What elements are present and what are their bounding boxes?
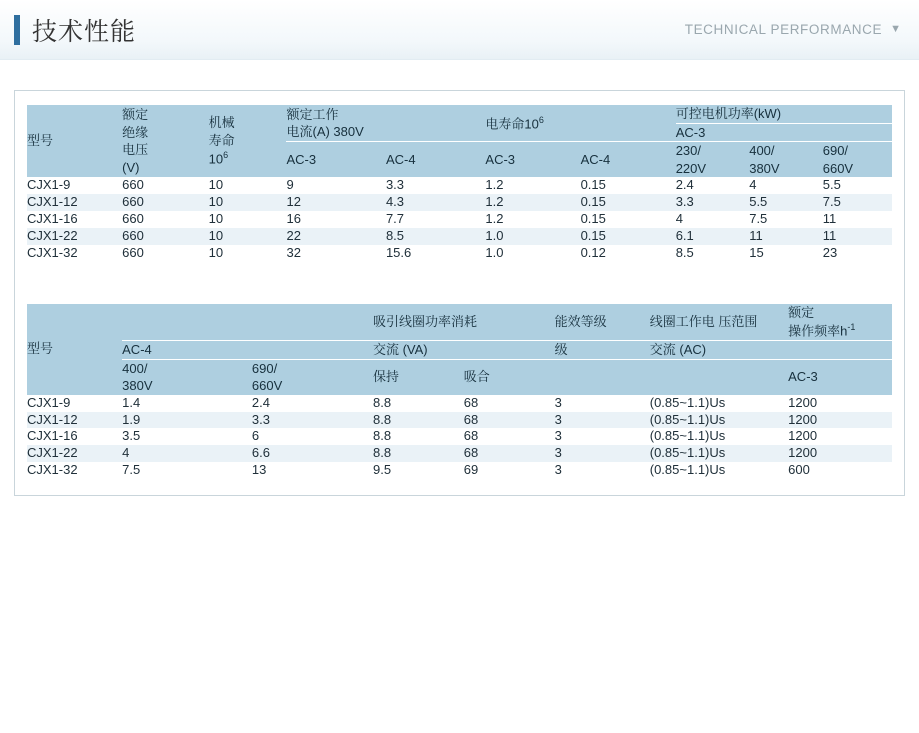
cell-pickup: 68 bbox=[464, 395, 555, 412]
th-ac4-690-line1: 690/ bbox=[251, 360, 278, 376]
th-mech-unit: $10^6$ bbox=[208, 150, 229, 167]
table-row bbox=[27, 211, 892, 228]
cell-current-ac3: 16 bbox=[286, 211, 385, 228]
table-row bbox=[27, 462, 892, 479]
cell-model: CJX1-9 bbox=[27, 177, 122, 194]
cell-pickup: 68 bbox=[464, 445, 555, 462]
cell-ac4-690: 3.3 bbox=[252, 412, 373, 429]
cell-ac4-400: 7.5 bbox=[122, 462, 252, 479]
th-electrical-life-sup: 6 bbox=[538, 114, 544, 125]
cell-life-ac4: 0.15 bbox=[581, 194, 676, 211]
th-uiv-line2: 绝缘 bbox=[122, 124, 149, 140]
cell-power-400: 5.5 bbox=[749, 194, 823, 211]
cell-life-ac3: 1.2 bbox=[485, 194, 580, 211]
cell-model: CJX1-32 bbox=[27, 462, 122, 479]
cell-current-ac3: 32 bbox=[286, 245, 385, 262]
cell-voltage-range: (0.85~1.1)Us bbox=[650, 412, 788, 429]
cell-frequency: 1200 bbox=[788, 412, 892, 429]
th-motor-power-ac3: AC-3 bbox=[676, 123, 892, 142]
th-mech-sup: 6 bbox=[223, 150, 229, 161]
cell-model: CJX1-22 bbox=[27, 228, 122, 245]
cell-power-400: 7.5 bbox=[749, 211, 823, 228]
cell-power-690: 7.5 bbox=[823, 194, 892, 211]
table2-header-row-1 bbox=[27, 304, 892, 341]
th-power-230-line2: 220V bbox=[675, 160, 707, 176]
cell-voltage-range: (0.85~1.1)Us bbox=[650, 445, 788, 462]
cell-life-ac3: 1.0 bbox=[485, 245, 580, 262]
cell-mech: 10 bbox=[209, 194, 287, 211]
cell-power-690: 5.5 bbox=[823, 177, 892, 194]
cell-life-ac3: 1.2 bbox=[485, 211, 580, 228]
th-power-400-line2: 380V bbox=[749, 160, 780, 176]
technical-performance-table-1 bbox=[27, 105, 892, 262]
table2-header-row-3 bbox=[27, 359, 892, 395]
table-row bbox=[27, 428, 892, 445]
table2-header-row-2 bbox=[27, 341, 892, 360]
cell-frequency: 1200 bbox=[788, 445, 892, 462]
tables-frame bbox=[14, 90, 905, 496]
th-power-690-line1: 690/ bbox=[822, 143, 849, 159]
th-ac: 交流 (AC) bbox=[650, 341, 788, 360]
cell-power-690: 23 bbox=[823, 245, 892, 262]
cell-uiv: 660 bbox=[122, 228, 209, 245]
cell-hold: 8.8 bbox=[373, 412, 464, 429]
th-mech-line1: 机械 bbox=[208, 115, 235, 131]
cell-hold: 8.8 bbox=[373, 428, 464, 445]
cell-power-230: 6.1 bbox=[676, 228, 750, 245]
th-ac4-400-380 bbox=[122, 359, 252, 395]
cell-power-230: 4 bbox=[676, 211, 750, 228]
th-efficiency-grade: 能效等级 bbox=[555, 304, 650, 341]
cell-power-230: 8.5 bbox=[676, 245, 750, 262]
th-mech-line2: 寿命 bbox=[208, 132, 235, 148]
th-freq-blank bbox=[788, 341, 892, 360]
th-model: 型号 bbox=[27, 105, 122, 177]
cell-grade: 3 bbox=[555, 462, 650, 479]
cell-current-ac4: 3.3 bbox=[386, 177, 485, 194]
cell-model: CJX1-22 bbox=[27, 445, 122, 462]
cell-ac4-400: 1.4 bbox=[122, 395, 252, 412]
th-pickup: 吸合 bbox=[464, 359, 555, 395]
cell-pickup: 69 bbox=[464, 462, 555, 479]
cell-hold: 8.8 bbox=[373, 395, 464, 412]
cell-grade: 3 bbox=[555, 428, 650, 445]
cell-ac4-400: 4 bbox=[122, 445, 252, 462]
cell-current-ac3: 12 bbox=[286, 194, 385, 211]
th-grade: 级 bbox=[555, 341, 650, 360]
th-freq-ac3: AC-3 bbox=[788, 359, 892, 395]
table-row bbox=[27, 194, 892, 211]
cell-mech: 10 bbox=[209, 177, 287, 194]
cell-model: CJX1-32 bbox=[27, 245, 122, 262]
cell-uiv: 660 bbox=[122, 194, 209, 211]
th-electrical-life bbox=[485, 105, 675, 142]
page-title: 技术性能 bbox=[32, 17, 137, 46]
th-ac4-group bbox=[122, 304, 373, 341]
cell-pickup: 68 bbox=[464, 428, 555, 445]
header-right-group bbox=[685, 22, 901, 37]
content-sheet bbox=[0, 60, 919, 496]
th-rated-freq-line1: 额定 bbox=[788, 304, 815, 320]
th-hold: 保持 bbox=[373, 359, 464, 395]
cell-ac4-400: 1.9 bbox=[122, 412, 252, 429]
th-electrical-life-label: 电寿命10 bbox=[485, 115, 539, 131]
cell-frequency: 1200 bbox=[788, 428, 892, 445]
th-current-line1: 额定工作 bbox=[286, 106, 339, 122]
cell-life-ac4: 0.15 bbox=[581, 177, 676, 194]
th-grade-blank bbox=[555, 359, 650, 395]
cell-voltage-range: (0.85~1.1)Us bbox=[650, 395, 788, 412]
th-coil-power-consumption: 吸引线圈功率消耗 bbox=[373, 304, 555, 341]
th-rated-freq-line2: 操作频率$h^{-1}$ bbox=[788, 322, 856, 339]
th-mechanical-life bbox=[209, 105, 287, 177]
th-uiv-line3: 电压 bbox=[122, 142, 149, 158]
th-rated-working-current bbox=[286, 105, 485, 142]
cell-ac4-690: 2.4 bbox=[252, 395, 373, 412]
cell-uiv: 660 bbox=[122, 211, 209, 228]
th-current-ac3: AC-3 bbox=[286, 142, 385, 178]
cell-power-230: 3.3 bbox=[676, 194, 750, 211]
cell-ac4-690: 13 bbox=[252, 462, 373, 479]
cell-power-230: 2.4 bbox=[676, 177, 750, 194]
th-current-line2: 电流(A) 380V bbox=[286, 124, 364, 140]
th-rated-insulation-voltage bbox=[122, 105, 209, 177]
cell-life-ac4: 0.15 bbox=[581, 211, 676, 228]
th-rated-freq-sup: -1 bbox=[847, 322, 856, 333]
header-accent-bar bbox=[14, 15, 20, 45]
th-power-400-line1: 400/ bbox=[749, 143, 775, 159]
table-row bbox=[27, 445, 892, 462]
th-ac4-690-line2: 660V bbox=[251, 378, 283, 394]
cell-grade: 3 bbox=[555, 445, 650, 462]
cell-power-690: 11 bbox=[823, 211, 892, 228]
th-range-blank bbox=[650, 359, 788, 395]
table-row bbox=[27, 395, 892, 412]
cell-ac4-690: 6 bbox=[252, 428, 373, 445]
cell-voltage-range: (0.85~1.1)Us bbox=[650, 462, 788, 479]
th-power-690-line2: 660V bbox=[822, 160, 854, 176]
th-rated-operating-frequency bbox=[788, 304, 892, 341]
th-current-ac4: AC-4 bbox=[386, 142, 485, 178]
cell-power-400: 4 bbox=[749, 177, 823, 194]
cell-grade: 3 bbox=[555, 412, 650, 429]
th-ac-va: 交流 (VA) bbox=[373, 341, 555, 360]
cell-model: CJX1-9 bbox=[27, 395, 122, 412]
th-model: 型号 bbox=[27, 304, 122, 395]
table-row bbox=[27, 177, 892, 194]
th-ac4-400-line2: 380V bbox=[122, 378, 153, 394]
cell-current-ac4: 4.3 bbox=[386, 194, 485, 211]
th-ac4-400-line1: 400/ bbox=[122, 360, 148, 376]
cell-power-400: 15 bbox=[749, 245, 823, 262]
cell-ac4-400: 3.5 bbox=[122, 428, 252, 445]
cell-mech: 10 bbox=[209, 211, 287, 228]
th-coil-voltage-range: 线圈工作电 压范围 bbox=[650, 304, 788, 341]
cell-hold: 8.8 bbox=[373, 445, 464, 462]
th-uiv-line1: 额定 bbox=[122, 107, 149, 122]
cell-model: CJX1-16 bbox=[27, 211, 122, 228]
page-subtitle-en: TECHNICAL PERFORMANCE bbox=[684, 22, 883, 37]
th-life-ac3: AC-3 bbox=[485, 142, 580, 178]
cell-life-ac4: 0.15 bbox=[581, 228, 676, 245]
cell-life-ac3: 1.2 bbox=[485, 177, 580, 194]
cell-frequency: 600 bbox=[788, 462, 892, 479]
th-power-230-line1: 230/ bbox=[675, 143, 702, 159]
cell-uiv: 660 bbox=[122, 245, 209, 262]
th-power-230-220 bbox=[676, 142, 750, 178]
cell-mech: 10 bbox=[209, 228, 287, 245]
table-row bbox=[27, 228, 892, 245]
table-row bbox=[27, 245, 892, 262]
cell-power-400: 11 bbox=[749, 228, 823, 245]
th-motor-power: 可控电机功率(kW) bbox=[676, 105, 892, 123]
cell-life-ac4: 0.12 bbox=[581, 245, 676, 262]
th-ac4: AC-4 bbox=[122, 341, 373, 360]
cell-voltage-range: (0.85~1.1)Us bbox=[650, 428, 788, 445]
cell-model: CJX1-16 bbox=[27, 428, 122, 445]
cell-power-690: 11 bbox=[823, 228, 892, 245]
th-uiv-line4: (V) bbox=[122, 159, 140, 175]
table1-header-row-1 bbox=[27, 105, 892, 123]
cell-current-ac3: 9 bbox=[286, 177, 385, 194]
cell-current-ac4: 8.5 bbox=[386, 228, 485, 245]
cell-pickup: 68 bbox=[464, 412, 555, 429]
cell-life-ac3: 1.0 bbox=[485, 228, 580, 245]
th-ac4-690-660 bbox=[252, 359, 373, 395]
cell-grade: 3 bbox=[555, 395, 650, 412]
cell-model: CJX1-12 bbox=[27, 194, 122, 211]
cell-current-ac4: 15.6 bbox=[386, 245, 485, 262]
cell-mech: 10 bbox=[209, 245, 287, 262]
table-row bbox=[27, 412, 892, 429]
page-header bbox=[0, 0, 919, 60]
cell-current-ac3: 22 bbox=[286, 228, 385, 245]
cell-frequency: 1200 bbox=[788, 395, 892, 412]
cell-current-ac4: 7.7 bbox=[386, 211, 485, 228]
cell-uiv: 660 bbox=[122, 177, 209, 194]
cell-ac4-690: 6.6 bbox=[252, 445, 373, 462]
technical-performance-table-2 bbox=[27, 304, 892, 480]
th-power-400-380 bbox=[749, 142, 823, 178]
chevron-down-icon[interactable]: ▼ bbox=[890, 23, 901, 35]
cell-model: CJX1-12 bbox=[27, 412, 122, 429]
tables-spacer bbox=[27, 262, 892, 304]
th-power-690-660 bbox=[823, 142, 892, 178]
th-life-ac4: AC-4 bbox=[581, 142, 676, 178]
cell-hold: 9.5 bbox=[373, 462, 464, 479]
